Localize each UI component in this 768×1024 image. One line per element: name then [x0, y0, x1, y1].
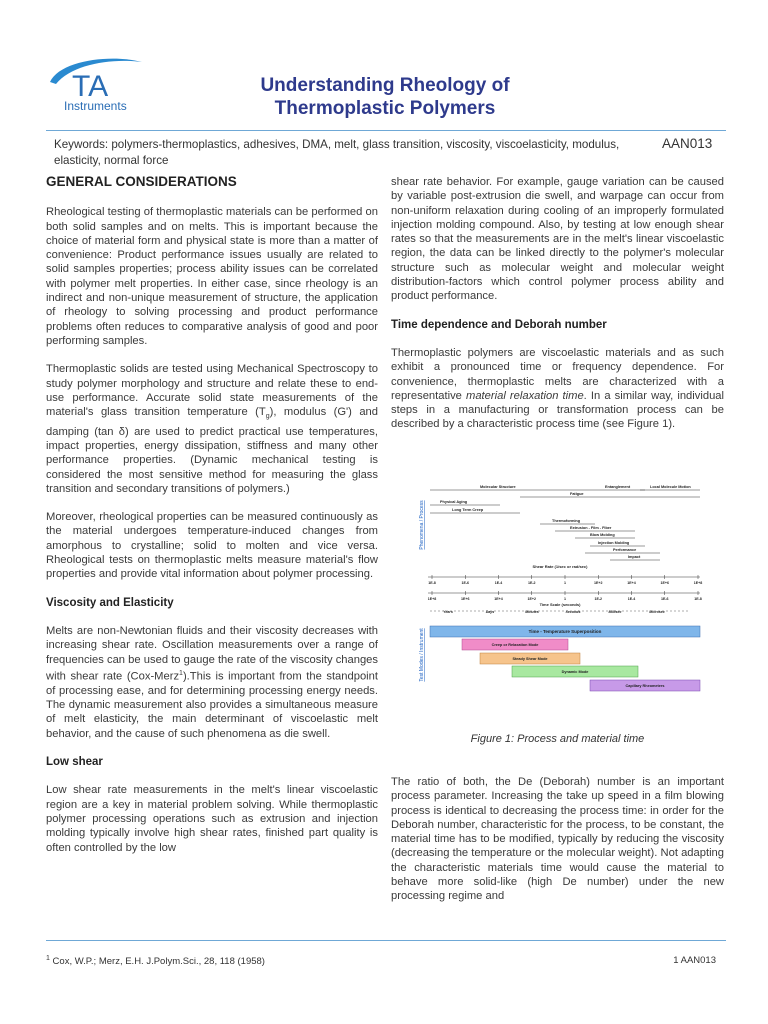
shear-tick-label: 1	[564, 581, 566, 585]
para-text: Melts are non-Newtonian fluids and their viscosity decreases with increasing shear rate. Oscillation measurements over a range of frequencies can be used to gauge the rate of the viscosity changes with shear rate (Cox-Merz	[46, 624, 378, 683]
para-general-1: Rheological testing of thermoplastic materials can be performed on both solid samples and on melts. This is important because the choice of material form and physical state is more than a matter of convenience: Product performance issues usually are related to solid samples properties; process ability issues can be correlated with polymer melt properties. In either case, since rheology is an indirect and non-unique measurement of structure, the application of rheology to solving processing and product performance problems often reduces to comparative analysis of good and poor performing samples.	[46, 206, 378, 347]
shear-tick-label: 1E-8	[428, 581, 436, 585]
label-entanglement: Entanglement	[605, 485, 631, 489]
time-tick-label: 1	[564, 597, 566, 601]
phenomena-lines	[430, 490, 700, 560]
doc-id: AAN013	[662, 136, 713, 151]
keywords: Keywords: polymers-thermoplastics, adhesives, DMA, melt, glass transition, viscosity, viscoelasticity, modulus, elasticity, normal force	[54, 138, 620, 167]
label-physical-aging: Physical Aging	[440, 500, 468, 504]
title-line-2: Thermoplastic Polymers	[274, 98, 496, 119]
subscript: g	[265, 413, 270, 421]
para-time	[391, 346, 724, 432]
time-tick-label: 1E-4	[627, 597, 636, 601]
time-word-seconds: Seconds	[565, 610, 581, 614]
page-title	[210, 74, 560, 120]
title-line-1: Understanding Rheology of	[260, 75, 510, 96]
shear-tick-label: 1E+2	[594, 581, 603, 585]
logo-brand: TA	[72, 70, 109, 103]
heading-time: Time dependence and Deborah number	[391, 318, 607, 331]
mode-label-tts: Time - Temperature Superposition	[528, 629, 602, 634]
time-word-millisec: Millisec	[608, 610, 622, 614]
mode-label-steady: Steady Shear Mode	[512, 657, 548, 661]
time-axis-title: Time Scale (seconds)	[539, 602, 581, 607]
para-general-3: Moreover, rheological properties can be measured continuously as the material undergoes temperature-induced changes from amorphous to crystalline; solid to molten and vice versa. Rheological tests on thermoplastic melts measure material's flow properties and provide vital information about polymer processing.	[46, 511, 378, 581]
para-viscosity	[46, 624, 378, 741]
mode-label-dynamic: Dynamic Mode	[561, 670, 589, 674]
right-column-lower	[391, 775, 724, 918]
para-general-2	[46, 362, 378, 496]
shear-tick-label: 1E-2	[527, 581, 536, 585]
time-tick-label: 1E-8	[694, 597, 702, 601]
heading-general: GENERAL CONSIDERATIONS	[46, 174, 237, 189]
figure-caption: Figure 1: Process and material time	[470, 733, 645, 745]
label-injection-molding: Injection Molding	[598, 541, 630, 545]
time-tick-label: 1E+8	[427, 597, 437, 601]
y-label-bottom: Test Modes / Instrument	[419, 628, 425, 682]
label-local-motion: Local Molecule Motion	[650, 485, 691, 489]
time-word-microsec: Microsec	[649, 610, 665, 614]
para-low-shear: Low shear rate measurements in the melt's linear viscoelastic region are a key in material problem solving. While thermoplastic polymer processing operations such as extrusion and injection molding typically involve high shear rates, finished part quality is often controlled by the low	[46, 784, 378, 854]
time-word-years: Years	[443, 610, 453, 614]
footnote-ref: 1	[179, 669, 183, 677]
left-column	[46, 175, 378, 869]
footnote-text: Cox, W.P.; Merz, E.H. J.Polym.Sci., 28, 118 (1958)	[52, 956, 265, 968]
label-blow-molding: Blow Molding	[590, 533, 615, 537]
footnote-mark: 1	[46, 955, 50, 962]
shear-tick-label: 1E-6	[461, 581, 470, 585]
label-impact: Impact	[628, 555, 641, 559]
shear-tick-label: 1E+4	[627, 581, 636, 585]
mode-label-creep: Creep or Relaxation Mode	[491, 643, 539, 647]
time-tick-label: 1E+6	[461, 597, 470, 601]
para-text: Thermoplastic solids are tested using Mechanical Spectroscopy to study polymer morphology and structure and relate these to end-use performance. Accurate solid state measurements of the material's glass transition temperature (T	[46, 363, 378, 419]
y-label-top: Phenomena / Process	[419, 500, 425, 550]
time-tick-label: 1E+4	[494, 597, 503, 601]
time-word-minutes: Minutes	[525, 610, 539, 614]
footnote	[46, 955, 265, 967]
page-number: 1 AAN013	[673, 955, 716, 966]
right-column	[391, 175, 724, 446]
label-molecular-structure: Molecular Structure	[480, 485, 516, 489]
label-thermoforming: Thermoforming	[552, 519, 581, 523]
label-fatigue: Fatigue	[570, 492, 584, 496]
para-text: ).This is important from the standpoint of processing ease, and for determining processing energy needs. The dynamic measurement also provides a simultaneous measure of melt elasticity, the main determinant of viscoelastic melt behavior, and the cause of such phenomena as die swell.	[46, 670, 378, 740]
footer-divider	[46, 940, 726, 941]
heading-viscosity: Viscosity and Elasticity	[46, 596, 174, 609]
para-text: . In a similar way, individual steps in a manufacturing or transformation process can be described by a characteristic process time (see Figure 1).	[391, 389, 724, 431]
ta-instruments-logo	[42, 52, 152, 114]
time-tick-label: 1E-6	[660, 597, 669, 601]
emphasis: material relaxation time	[466, 389, 584, 402]
heading-low-shear: Low shear	[46, 756, 103, 769]
label-extrusion: Extrusion - Film - Fiber	[570, 526, 612, 530]
shear-tick-label: 1E+8	[693, 581, 703, 585]
para-text: Thermoplastic polymers are viscoelastic materials and as such exhibit a pronounced time or frequency dependence. For convenience, thermoplastic melts are characterized with a representative	[391, 346, 724, 402]
label-performance: Performance	[613, 548, 637, 552]
time-tick-label: 1E+2	[527, 597, 536, 601]
time-word-days: Days	[485, 610, 495, 614]
para-deborah: The ratio of both, the De (Deborah) number is an important process parameter. Increasing the take up speed in a film blowing process is identical to decreasing the process time: in order for the Deborah number, characteristic for the process, to be constant, the material time has to be modified, typically by reducing the viscosity (decreasing the temperature or the molecular weight). Not adapting the characteristic materials time would cause the material to behave more solid-like (high De number) under the new processing regime and	[391, 776, 724, 903]
figure-1	[410, 480, 710, 700]
para-right-1: shear rate behavior. For example, gauge variation can be caused by variable post-extrusion die swell, and warpage can occur from non-uniform relaxation during cooling of an improperly formulated injection molding compound. Also, by testing at low enough shear rates so that the measurements are in the melt's linear viscoelastic region, the data can be linked directly to the polymer's molecular structure such as molecular weight and molecular weight distribution-factors which control polymer process ability and product performance.	[391, 176, 724, 303]
shear-tick-label: 1E-4	[494, 581, 503, 585]
time-tick-label: 1E-2	[594, 597, 603, 601]
shear-axis-title: Shear Rate (1/sec or rad/sec)	[532, 564, 588, 569]
header-divider	[46, 130, 726, 131]
logo-sub: Instruments	[64, 99, 127, 113]
label-long-term-creep: Long Term Creep	[452, 508, 484, 512]
para-text: ), modulus (G') and damping (tan δ) are used to predict practical use temperatures, impact properties, energy dissipation, stiffness and many other performance properties. (Dynamic mechanical testing is considered the most sensitive method for measuring the glass transition and secondary transitions of polymers.)	[46, 406, 378, 495]
mode-label-capillary: Capillary Rheometers	[625, 684, 665, 688]
shear-tick-label: 1E+6	[660, 581, 669, 585]
